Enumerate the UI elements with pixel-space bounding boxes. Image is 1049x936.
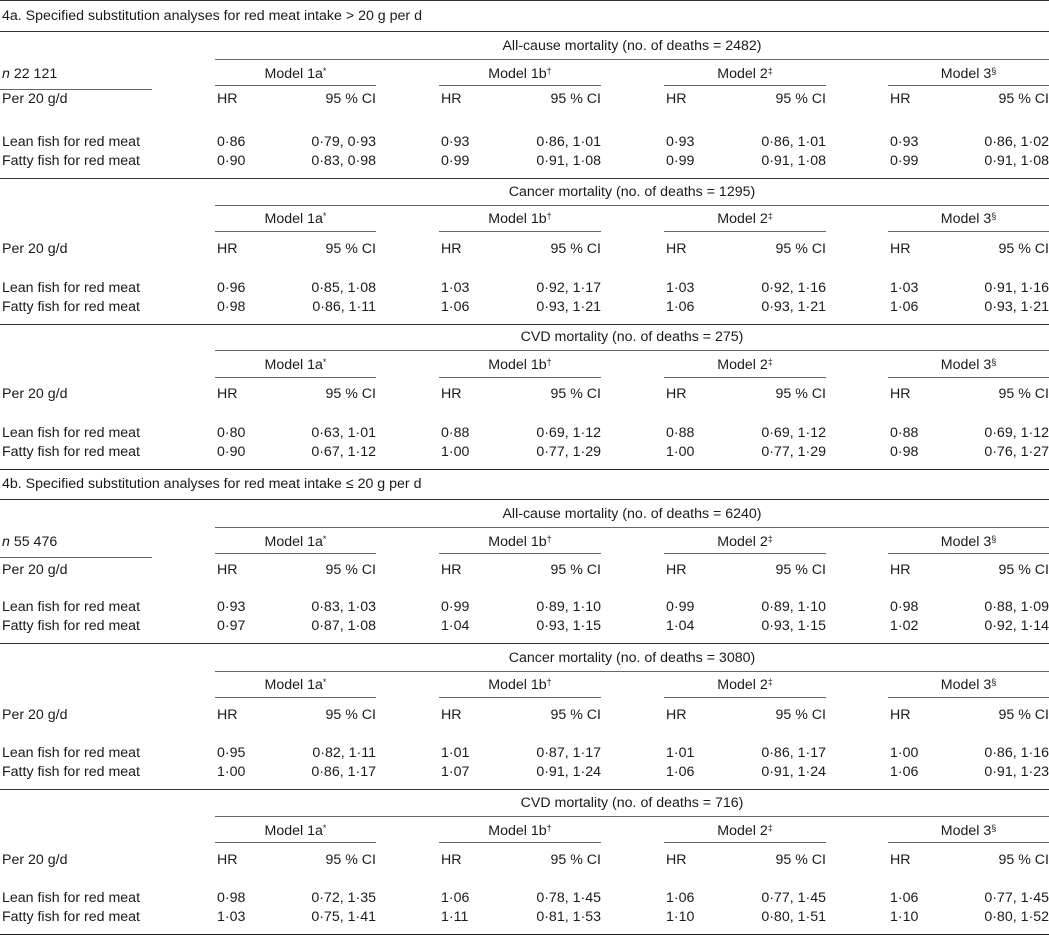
model-header-rule [664,85,826,86]
hr-value: 0·99 [666,599,695,615]
ci-column-header: 95 % CI [775,386,826,402]
hr-value: 1·00 [217,764,246,780]
model-footnote-mark: § [991,823,997,833]
section-title-rule [0,499,1049,500]
ci-value: 0·77, 1·45 [761,890,826,906]
ci-column-header: 95 % CI [325,562,376,578]
ci-value: 0·86, 1·11 [312,299,376,315]
row-label: Fatty fish for red meat [2,444,140,460]
hr-value: 1·01 [441,745,470,761]
hr-value: 1·02 [890,618,919,634]
sample-size [2,534,57,551]
hr-column-header: HR [441,562,462,578]
hr-column-header: HR [217,852,238,868]
hr-column-header: HR [890,852,911,868]
table-top-rule [0,0,1049,1]
ci-value: 0·89, 1·10 [761,599,826,615]
hr-value: 1·01 [666,745,695,761]
ci-value: 0·92, 1·17 [536,280,601,296]
model-name: Model 1a [264,357,323,373]
model-header [717,534,773,551]
hr-column-header: HR [441,91,462,107]
row-label: Lean fish for red meat [2,599,141,615]
model-footnote-mark: § [991,66,997,76]
ci-value: 0·78, 1·45 [536,890,601,906]
model-name: Model 3 [940,211,992,227]
model-header [717,66,773,83]
hr-column-header: HR [666,562,687,578]
row-label: Lean fish for red meat [2,134,141,150]
model-header-rule [215,697,376,698]
sample-size [2,66,57,83]
model-header-rule [439,231,601,232]
model-header-rule [215,231,376,232]
section-divider [0,469,1049,470]
model-header [941,211,997,228]
ci-value: 0·86, 1·17 [761,745,826,761]
hr-value: 1·06 [441,299,470,315]
model-footnote-mark: § [991,677,997,687]
ci-column-header: 95 % CI [325,241,376,257]
hr-column-header: HR [217,91,238,107]
model-header [941,66,997,83]
hr-value: 1·06 [666,764,695,780]
hr-value: 1·04 [441,618,470,634]
hr-value: 1·10 [666,909,695,925]
hr-value: 0·98 [217,299,246,315]
model-header [941,677,997,694]
per-unit-label: Per 20 g/d [2,386,68,402]
hr-value: 0·95 [217,745,246,761]
section-title: 4b. Specified substitution analyses for red meat intake ≤ 20 g per d [2,476,422,492]
hr-value: 1·06 [666,299,695,315]
per-unit-label: Per 20 g/d [2,562,68,578]
model-header [265,66,327,83]
hr-value: 1·04 [666,618,695,634]
ci-column-header: 95 % CI [775,91,826,107]
model-footnote-mark: * [322,66,327,76]
model-header [488,677,551,694]
hr-column-header: HR [217,241,238,257]
hr-value: 0·99 [441,153,470,169]
per-unit-label: Per 20 g/d [2,852,68,868]
block-bottom-rule [0,178,1049,179]
hr-value: 1·07 [441,764,470,780]
ci-value: 0·63, 1·01 [311,425,376,441]
model-footnote-mark: ‡ [767,534,773,544]
ci-column-header: 95 % CI [550,852,601,868]
ci-value: 0·93, 1·15 [536,618,601,634]
ci-value: 0·86, 1·16 [984,745,1049,761]
ci-value: 0·91, 1·16 [984,280,1049,296]
model-name: Model 1a [264,677,323,693]
hr-value: 1·00 [666,444,695,460]
block-title: All-cause mortality (no. of deaths = 2482) [502,38,762,54]
model-header-rule [215,85,376,86]
ci-column-header: 95 % CI [775,707,826,723]
hr-value: 1·03 [441,280,470,296]
hr-value: 0·98 [890,444,919,460]
hr-value: 0·90 [217,444,246,460]
sample-size-rule [0,89,152,90]
model-name: Model 1a [264,66,323,82]
hr-value: 0·88 [441,425,470,441]
ci-column-header: 95 % CI [325,852,376,868]
model-header [488,534,551,551]
model-footnote-mark: * [322,211,327,221]
ci-value: 0·88, 1·09 [984,599,1049,615]
ci-column-header: 95 % CI [998,241,1049,257]
hr-value: 0·80 [217,425,246,441]
model-name: Model 1b [488,823,547,839]
model-footnote-mark: § [991,357,997,367]
section-title-rule [0,31,1049,32]
ci-value: 0·92, 1·14 [984,618,1049,634]
ci-value: 0·83, 0·98 [311,153,376,169]
model-header-rule [215,377,376,378]
hr-value: 1·06 [666,890,695,906]
model-header-rule [439,377,601,378]
ci-column-header: 95 % CI [775,852,826,868]
ci-value: 0·87, 1·08 [311,618,376,634]
model-header-rule [664,377,826,378]
sample-size-value: 55 476 [9,534,58,550]
sample-size-symbol: n [2,66,10,82]
ci-value: 0·91, 1·24 [761,764,826,780]
model-header-rule [439,697,601,698]
hr-value: 1·06 [890,890,919,906]
hr-value: 0·97 [217,618,246,634]
hr-value: 1·03 [217,909,246,925]
hr-value: 0·93 [666,134,695,150]
model-header-rule [888,842,1049,843]
ci-value: 0·81, 1·53 [536,909,601,925]
model-footnote-mark: ‡ [767,66,773,76]
model-header-rule [439,553,601,554]
hr-value: 0·93 [890,134,919,150]
ci-value: 0·93, 1·21 [984,299,1049,315]
block-bottom-rule [0,934,1049,935]
hr-column-header: HR [890,91,911,107]
ci-value: 0·86, 1·01 [536,134,601,150]
ci-value: 0·91, 1·23 [984,764,1049,780]
block-title-rule [215,59,1049,60]
hr-value: 0·99 [666,153,695,169]
model-name: Model 1b [488,66,547,82]
model-header [941,357,997,374]
ci-column-header: 95 % CI [998,91,1049,107]
block-title: Cancer mortality (no. of deaths = 3080) [508,650,756,666]
hr-value: 0·88 [666,425,695,441]
hr-value: 1·11 [441,909,469,925]
ci-column-header: 95 % CI [325,91,376,107]
hr-column-header: HR [441,707,462,723]
ci-value: 0·87, 1·17 [536,745,601,761]
model-header-rule [888,697,1049,698]
row-label: Lean fish for red meat [2,890,141,906]
hr-value: 0·99 [890,153,919,169]
model-header [717,211,773,228]
model-name: Model 2 [717,211,768,227]
model-name: Model 3 [940,823,992,839]
model-header-rule [664,231,826,232]
ci-value: 0·72, 1·35 [311,890,376,906]
hr-value: 0·98 [890,599,919,615]
model-name: Model 2 [717,357,768,373]
ci-value: 0·86, 1·17 [311,764,376,780]
ci-column-header: 95 % CI [325,386,376,402]
block-title: CVD mortality (no. of deaths = 716) [520,795,744,811]
ci-value: 0·93, 1·21 [761,299,826,315]
ci-value: 0·69, 1·12 [984,425,1049,441]
ci-value: 0·86, 1·02 [984,134,1049,150]
hr-column-header: HR [217,386,238,402]
hr-value: 0·86 [217,134,246,150]
model-footnote-mark: * [322,534,327,544]
model-header [717,357,773,374]
model-footnote-mark: ‡ [767,677,773,687]
hr-column-header: HR [217,707,238,723]
model-footnote-mark: * [322,357,327,367]
row-label: Fatty fish for red meat [2,909,140,925]
ci-value: 0·77, 1·45 [984,890,1049,906]
hr-value: 1·10 [890,909,919,925]
sample-size-symbol: n [2,534,10,550]
model-footnote-mark: † [546,211,552,221]
model-header-rule [215,553,376,554]
ci-column-header: 95 % CI [998,707,1049,723]
model-header-rule [888,85,1049,86]
block-title-rule [215,205,1049,206]
ci-column-header: 95 % CI [550,386,601,402]
sample-size-rule [0,557,152,558]
ci-value: 0·77, 1·29 [761,444,826,460]
hr-value: 0·88 [890,425,919,441]
model-header [941,534,997,551]
model-header-rule [888,377,1049,378]
model-header [717,677,773,694]
model-header-rule [888,231,1049,232]
model-footnote-mark: ‡ [767,211,773,221]
row-label: Lean fish for red meat [2,425,141,441]
model-footnote-mark: ‡ [767,357,773,367]
ci-column-header: 95 % CI [325,707,376,723]
block-title-rule [215,527,1049,528]
hr-column-header: HR [890,386,911,402]
model-header [265,823,327,840]
model-header [265,211,327,228]
hr-value: 0·98 [217,890,246,906]
model-footnote-mark: § [991,534,997,544]
model-name: Model 3 [940,534,992,550]
ci-value: 0·91, 1·08 [761,153,826,169]
hr-value: 1·03 [666,280,695,296]
row-label: Lean fish for red meat [2,280,141,296]
model-name: Model 1a [264,823,323,839]
block-title: All-cause mortality (no. of deaths = 6240) [502,506,762,522]
ci-value: 0·67, 1·12 [311,444,376,460]
hr-column-header: HR [441,386,462,402]
hr-column-header: HR [890,562,911,578]
block-title-rule [215,816,1049,817]
model-header-rule [664,697,826,698]
block-bottom-rule [0,789,1049,790]
hr-value: 0·93 [217,599,246,615]
model-footnote-mark: § [991,211,997,221]
hr-column-header: HR [217,562,238,578]
hr-column-header: HR [666,386,687,402]
per-unit-label: Per 20 g/d [2,241,68,257]
model-name: Model 3 [940,677,992,693]
model-header [488,211,551,228]
per-unit-label: Per 20 g/d [2,707,68,723]
model-name: Model 2 [717,534,768,550]
model-header [717,823,773,840]
row-label: Fatty fish for red meat [2,299,140,315]
ci-column-header: 95 % CI [998,386,1049,402]
hr-value: 1·03 [890,280,919,296]
hr-value: 1·06 [890,299,919,315]
model-name: Model 2 [717,823,768,839]
ci-value: 0·93, 1·15 [761,618,826,634]
ci-column-header: 95 % CI [775,562,826,578]
block-title: CVD mortality (no. of deaths = 275) [520,329,744,345]
hr-value: 0·93 [441,134,470,150]
model-name: Model 3 [940,357,992,373]
ci-value: 0·92, 1·16 [761,280,826,296]
model-header [265,357,327,374]
ci-value: 0·80, 1·51 [761,909,826,925]
model-footnote-mark: † [546,823,552,833]
hr-value: 1·00 [890,745,919,761]
model-header [265,677,327,694]
ci-value: 0·69, 1·12 [761,425,826,441]
model-footnote-mark: † [546,677,552,687]
ci-column-header: 95 % CI [775,241,826,257]
hr-column-header: HR [441,852,462,868]
block-title-rule [215,671,1049,672]
hr-column-header: HR [666,91,687,107]
hr-value: 0·99 [441,599,470,615]
model-header-rule [215,842,376,843]
block-title-rule [215,350,1049,351]
model-name: Model 2 [717,677,768,693]
row-label: Fatty fish for red meat [2,153,140,169]
ci-value: 0·80, 1·52 [984,909,1049,925]
model-name: Model 1b [488,357,547,373]
model-footnote-mark: † [546,357,552,367]
model-name: Model 1a [264,534,323,550]
model-name: Model 1b [488,211,547,227]
ci-column-header: 95 % CI [998,562,1049,578]
row-label: Fatty fish for red meat [2,618,140,634]
block-bottom-rule [0,324,1049,325]
ci-value: 0·91, 1·08 [984,153,1049,169]
ci-value: 0·79, 0·93 [311,134,376,150]
ci-value: 0·75, 1·41 [311,909,376,925]
model-header [488,66,551,83]
model-name: Model 2 [717,66,768,82]
ci-value: 0·77, 1·29 [536,444,601,460]
model-name: Model 1b [488,534,547,550]
block-bottom-rule [0,643,1049,644]
model-name: Model 3 [940,66,992,82]
ci-column-header: 95 % CI [550,91,601,107]
hr-value: 0·90 [217,153,246,169]
ci-column-header: 95 % CI [998,852,1049,868]
block-title: Cancer mortality (no. of deaths = 1295) [508,184,756,200]
per-unit-label: Per 20 g/d [2,91,68,107]
model-header [941,823,997,840]
model-header-rule [664,842,826,843]
model-footnote-mark: † [546,66,552,76]
model-header [265,534,327,551]
ci-column-header: 95 % CI [550,241,601,257]
model-header-rule [664,553,826,554]
ci-value: 0·93, 1·21 [536,299,601,315]
hr-value: 0·96 [217,280,246,296]
hr-value: 1·06 [441,890,470,906]
model-header-rule [439,85,601,86]
ci-value: 0·91, 1·08 [536,153,601,169]
model-header [488,357,551,374]
model-footnote-mark: * [322,677,327,687]
ci-column-header: 95 % CI [550,707,601,723]
model-header-rule [439,842,601,843]
hr-column-header: HR [890,241,911,257]
ci-value: 0·83, 1·03 [311,599,376,615]
ci-value: 0·85, 1·08 [311,280,376,296]
model-header [488,823,551,840]
hr-column-header: HR [666,707,687,723]
ci-value: 0·91, 1·24 [536,764,601,780]
hr-column-header: HR [441,241,462,257]
ci-value: 0·86, 1·01 [761,134,826,150]
model-name: Model 1a [264,211,323,227]
model-name: Model 1b [488,677,547,693]
model-footnote-mark: † [546,534,552,544]
hr-column-header: HR [666,852,687,868]
ci-value: 0·76, 1·27 [984,444,1049,460]
ci-value: 0·89, 1·10 [536,599,601,615]
row-label: Fatty fish for red meat [2,764,140,780]
model-footnote-mark: ‡ [767,823,773,833]
section-title: 4a. Specified substitution analyses for red meat intake > 20 g per d [2,8,422,24]
model-footnote-mark: * [322,823,327,833]
hr-column-header: HR [890,707,911,723]
sample-size-value: 22 121 [9,66,58,82]
ci-value: 0·69, 1·12 [536,425,601,441]
hr-value: 1·06 [890,764,919,780]
ci-column-header: 95 % CI [550,562,601,578]
hr-column-header: HR [666,241,687,257]
hr-value: 1·00 [441,444,470,460]
ci-value: 0·82, 1·11 [312,745,376,761]
row-label: Lean fish for red meat [2,745,141,761]
model-header-rule [888,553,1049,554]
